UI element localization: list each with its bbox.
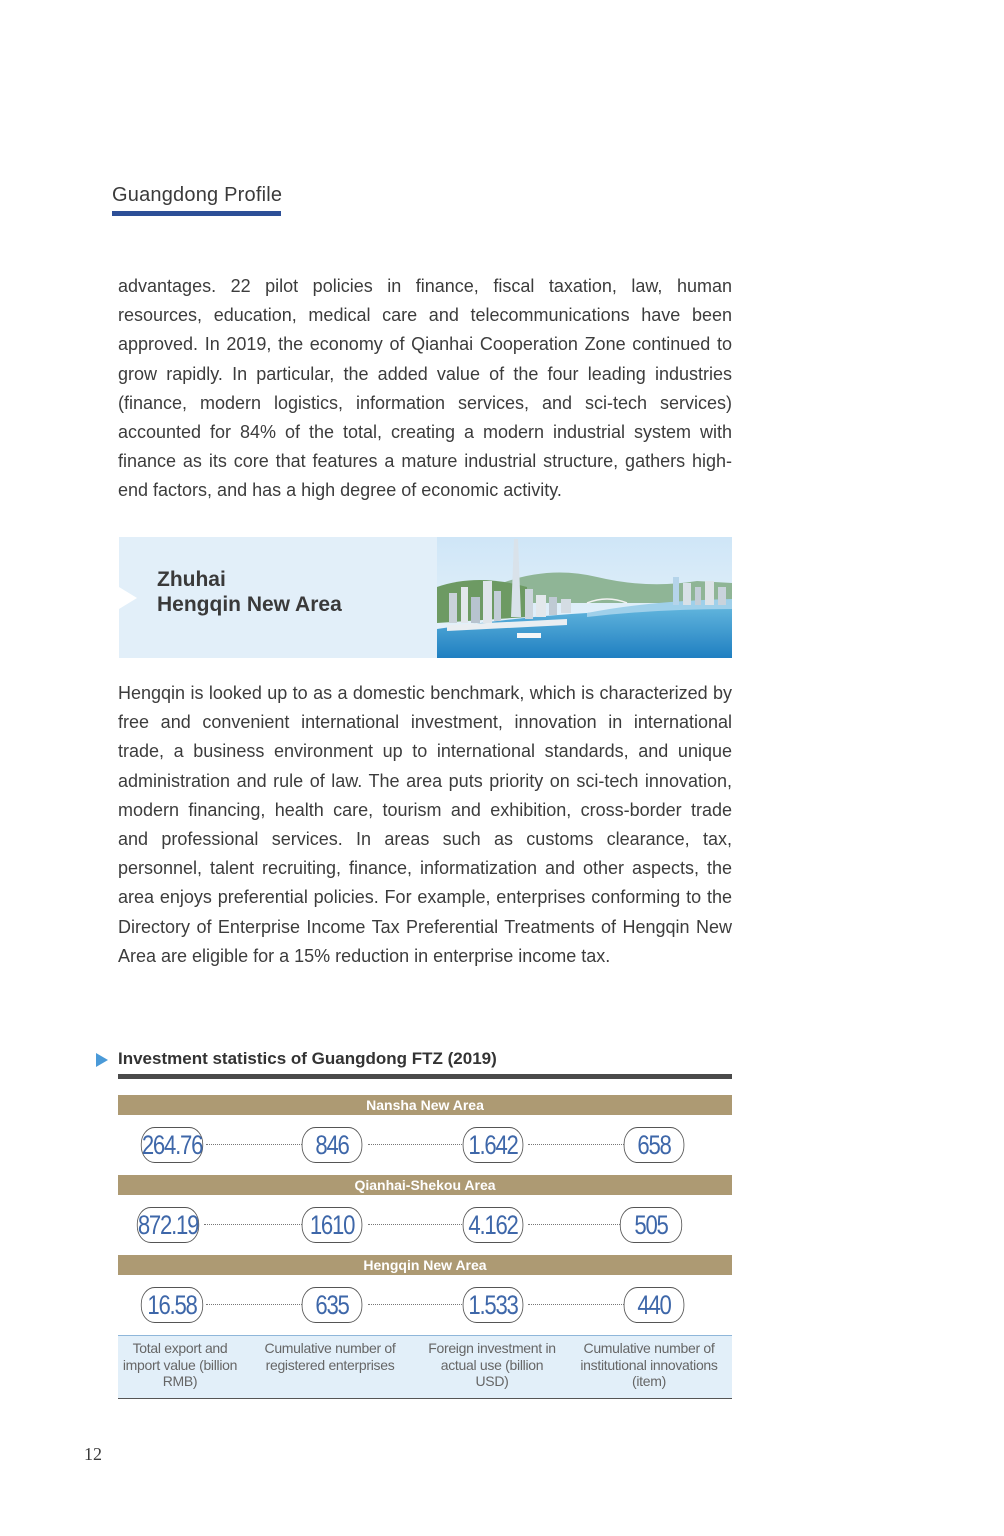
body-paragraph-1: advantages. 22 pilot policies in finance, fiscal taxation, law, human resources, education, medical care and telecommunications have been approved. In 2019, the economy of Qianhai Cooperation Zone continued to grow rapidly. In particular, the added value of the four leading industries (finance, modern logistics, information services, and sci-tech services) accounted for 84% of the total, creating a modern industrial system with finance as its core that features a mature industrial structure, gathers high-end factors, and has a high degree of economic activity. bbox=[118, 276, 732, 501]
feature-title-line2: Hengqin New Area bbox=[157, 593, 342, 616]
value-pill-foreign-investment: 1.642 bbox=[463, 1127, 524, 1163]
value-pill-innovations: 658 bbox=[624, 1127, 685, 1163]
value-pill-export-import: 264.76 bbox=[141, 1127, 203, 1163]
value-pill-export-import: 872.19 bbox=[137, 1207, 199, 1243]
hengqin-skyline-photo bbox=[437, 537, 732, 658]
dotted-connector bbox=[206, 1144, 304, 1145]
value-pill-enterprises: 846 bbox=[302, 1127, 363, 1163]
banner-notch bbox=[119, 587, 137, 609]
dotted-connector bbox=[206, 1304, 304, 1305]
running-header bbox=[112, 184, 282, 216]
caption-export-import: Total export and import value (billion RMB) bbox=[122, 1340, 238, 1389]
values-row-qianhai-shekou bbox=[118, 1205, 732, 1245]
value-pill-innovations: 505 bbox=[620, 1207, 682, 1243]
dotted-connector bbox=[528, 1224, 626, 1225]
area-bar-hengqin: Hengqin New Area bbox=[118, 1255, 732, 1275]
value-pill-foreign-investment: 1.533 bbox=[463, 1287, 524, 1323]
value-pill-export-import: 16.58 bbox=[141, 1287, 203, 1323]
values-row-nansha bbox=[118, 1125, 732, 1165]
value-pill-innovations: 440 bbox=[624, 1287, 685, 1323]
dotted-connector bbox=[368, 1144, 466, 1145]
caption-innovations: Cumulative number of institutional innovations (item) bbox=[580, 1340, 718, 1389]
page-number: 12 bbox=[84, 1444, 102, 1464]
feature-banner bbox=[119, 537, 732, 658]
value-pill-foreign-investment: 4.162 bbox=[463, 1207, 524, 1243]
dotted-connector bbox=[528, 1304, 626, 1305]
caption-foreign-investment: Foreign investment in actual use (billion USD) bbox=[428, 1340, 556, 1389]
section-title: Guangdong Profile bbox=[112, 184, 283, 206]
area-bar-nansha: Nansha New Area bbox=[118, 1095, 732, 1115]
value-pill-enterprises: 635 bbox=[302, 1287, 363, 1323]
dotted-connector bbox=[204, 1224, 304, 1225]
values-row-hengqin bbox=[118, 1285, 732, 1325]
triangle-bullet-icon bbox=[96, 1053, 108, 1067]
stats-heading-rule bbox=[118, 1074, 732, 1079]
body-paragraph-2: Hengqin is looked up to as a domestic benchmark, which is characterized by free and convenient international investment, innovation in international trade, a business environment up to international standards, and unique administration and rule of law. The area puts priority on sci-tech innovation, modern financing, health care, tourism and exhibition, cross-border trade and professional services. In areas such as customs clearance, tax, personnel, talent recruiting, finance, informatization and other aspects, the area enjoys preferential policies. For example, enterprises conforming to the Directory of Enterprise Income Tax Preferential Treatments of Hengqin New Area are eligible for a 15% reduction in enterprise income tax. bbox=[118, 683, 732, 966]
dotted-connector bbox=[368, 1304, 466, 1305]
caption-enterprises: Cumulative number of registered enterprises bbox=[264, 1340, 396, 1373]
feature-title bbox=[157, 567, 342, 617]
header-underline bbox=[112, 211, 281, 216]
column-captions bbox=[118, 1335, 732, 1399]
area-bar-qianhai-shekou: Qianhai-Shekou Area bbox=[118, 1175, 732, 1195]
value-pill-enterprises: 1610 bbox=[302, 1207, 363, 1243]
feature-title-line1: Zhuhai bbox=[157, 568, 226, 591]
dotted-connector bbox=[528, 1144, 626, 1145]
stats-title: Investment statistics of Guangdong FTZ (2019) bbox=[118, 1049, 497, 1068]
dotted-connector bbox=[368, 1224, 466, 1225]
